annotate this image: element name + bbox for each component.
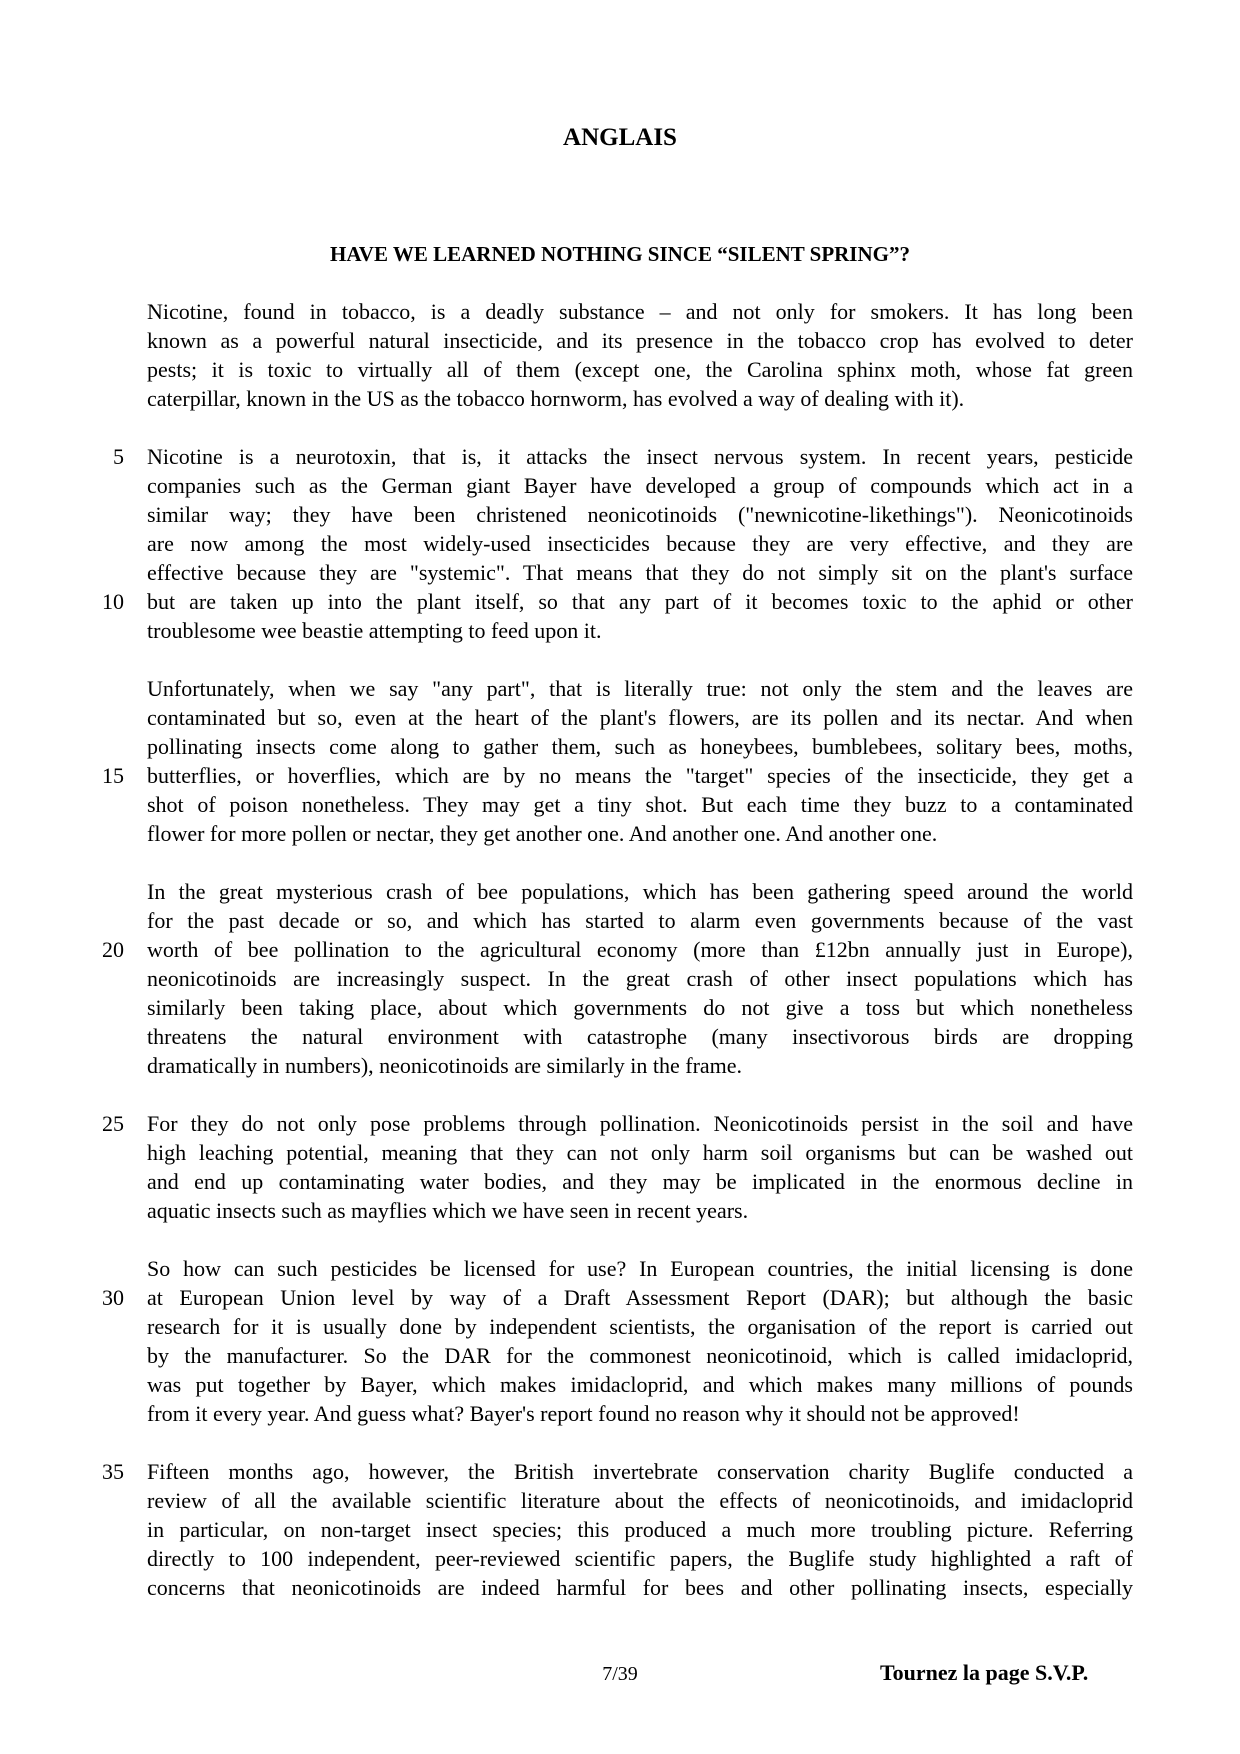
line-text: pollinating insects come along to gather them, such as honeybees, bumblebees, solitary bees, moths, [147,734,1133,759]
paragraph [0,1109,1240,1225]
paragraph [0,297,1240,413]
text-line [0,935,1240,964]
turn-page-note: Tournez la page S.V.P. [880,1660,1089,1685]
line-text: known as a powerful natural insecticide, and its presence in the tobacco crop has evolved to deter [147,328,1133,353]
line-text: by the manufacturer. So the DAR for the commonest neonicotinoid, which is called imidacloprid, [147,1343,1133,1368]
line-text: review of all the available scientific literature about the effects of neonicotinoids, and imidacloprid [147,1488,1133,1513]
line-text: but are taken up into the plant itself, so that any part of it becomes toxic to the aphid or other [147,589,1133,614]
text-line [0,1312,1240,1341]
text-line [0,1196,1240,1225]
text-line [0,1399,1240,1428]
line-number: 20 [102,937,124,962]
text-line [0,355,1240,384]
text-line [0,1138,1240,1167]
line-text: from it every year. And guess what? Bayer's report found no reason why it should not be approved! [147,1401,1020,1426]
line-text: was put together by Bayer, which makes imidacloprid, and which makes many millions of pounds [147,1372,1133,1397]
text-line [0,442,1240,471]
text-line [0,1022,1240,1051]
text-line [0,529,1240,558]
line-text: similar way; they have been christened neonicotinoids ("newnicotine-likethings"). Neonicotinoids [147,502,1133,527]
text-line [0,993,1240,1022]
text-line [0,761,1240,790]
line-text: companies such as the German giant Bayer have developed a group of compounds which act in a [147,473,1133,498]
line-text: shot of poison nonetheless. They may get a tiny shot. But each time they buzz to a contaminated [147,792,1133,817]
paragraph [0,442,1240,645]
line-text: Nicotine is a neurotoxin, that is, it attacks the insect nervous system. In recent years, pesticide [147,444,1133,469]
line-text: So how can such pesticides be licensed for use? In European countries, the initial licensing is done [147,1256,1133,1281]
line-number: 35 [102,1459,124,1484]
line-text: Nicotine, found in tobacco, is a deadly substance – and not only for smokers. It has long been [147,299,1133,324]
line-text: similarly been taking place, about which governments do not give a toss but which nonetheless [147,995,1133,1020]
line-text: at European Union level by way of a Draft Assessment Report (DAR); but although the basic [147,1285,1133,1310]
line-text: and end up contaminating water bodies, and they may be implicated in the enormous decline in [147,1169,1133,1194]
text-line [0,674,1240,703]
line-text: For they do not only pose problems through pollination. Neonicotinoids persist in the soil and have [147,1111,1133,1136]
text-line [0,703,1240,732]
line-text: Fifteen months ago, however, the British invertebrate conservation charity Buglife conducted a [147,1459,1133,1484]
line-text: Unfortunately, when we say "any part", that is literally true: not only the stem and the leaves are [147,676,1133,701]
line-text: aquatic insects such as mayflies which we have seen in recent years. [147,1198,749,1223]
text-line [0,1544,1240,1573]
line-text: high leaching potential, meaning that they can not only harm soil organisms but can be washed out [147,1140,1133,1165]
line-number: 25 [102,1111,124,1136]
paragraph [0,877,1240,1080]
page-number: 7/39 [602,1663,638,1685]
line-text: research for it is usually done by independent scientists, the organisation of the report is carried out [147,1314,1133,1339]
line-text: neonicotinoids are increasingly suspect. In the great crash of other insect populations which has [147,966,1133,991]
text-line [0,1515,1240,1544]
text-line [0,877,1240,906]
line-text: directly to 100 independent, peer-reviewed scientific papers, the Buglife study highlighted a raft of [147,1546,1133,1571]
line-text: pests; it is toxic to virtually all of them (except one, the Carolina sphinx moth, whose fat green [147,357,1133,382]
text-line [0,384,1240,413]
text-line [0,906,1240,935]
line-text: in particular, on non-target insect species; this produced a much more troubling picture. Referring [147,1517,1133,1542]
line-number: 15 [102,763,124,788]
text-line [0,1109,1240,1138]
text-line [0,819,1240,848]
article-title: HAVE WE LEARNED NOTHING SINCE “SILENT SPRING”? [330,242,910,266]
line-number: 5 [113,444,124,469]
text-line [0,471,1240,500]
line-text: effective because they are "systemic". That means that they do not simply sit on the plant's surface [147,560,1133,585]
text-line [0,616,1240,645]
line-text: are now among the most widely-used insecticides because they are very effective, and they are [147,531,1133,556]
line-text: contaminated but so, even at the heart of the plant's flowers, are its pollen and its nectar. And when [147,705,1133,730]
line-text: troublesome wee beastie attempting to feed upon it. [147,618,602,643]
text-line [0,1254,1240,1283]
text-line [0,326,1240,355]
line-text: threatens the natural environment with catastrophe (many insectivorous birds are dropping [147,1024,1133,1049]
text-line [0,587,1240,616]
text-line [0,790,1240,819]
paragraph [0,674,1240,848]
text-line [0,732,1240,761]
text-line [0,1457,1240,1486]
line-number: 30 [102,1285,124,1310]
line-text: concerns that neonicotinoids are indeed harmful for bees and other pollinating insects, especially [147,1575,1133,1600]
text-line [0,964,1240,993]
text-line [0,558,1240,587]
line-text: butterflies, or hoverflies, which are by no means the "target" species of the insecticide, they get a [147,763,1133,788]
article-body [0,297,1240,1631]
line-text: In the great mysterious crash of bee populations, which has been gathering speed around the world [147,879,1133,904]
paragraph [0,1254,1240,1428]
text-line [0,1486,1240,1515]
text-line [0,1051,1240,1080]
line-text: worth of bee pollination to the agricultural economy (more than £12bn annually just in Europe), [147,937,1133,962]
exam-subject-heading: ANGLAIS [563,124,677,151]
text-line [0,1573,1240,1602]
line-text: for the past decade or so, and which has started to alarm even governments because of the vast [147,908,1133,933]
text-line [0,1167,1240,1196]
line-text: caterpillar, known in the US as the tobacco hornworm, has evolved a way of dealing with it). [147,386,965,411]
line-number: 10 [102,589,124,614]
text-line [0,500,1240,529]
text-line [0,1283,1240,1312]
text-line [0,1341,1240,1370]
text-line [0,1370,1240,1399]
paragraph [0,1457,1240,1602]
line-text: flower for more pollen or nectar, they get another one. And another one. And another one. [147,821,938,846]
line-text: dramatically in numbers), neonicotinoids are similarly in the frame. [147,1053,743,1078]
text-line [0,297,1240,326]
